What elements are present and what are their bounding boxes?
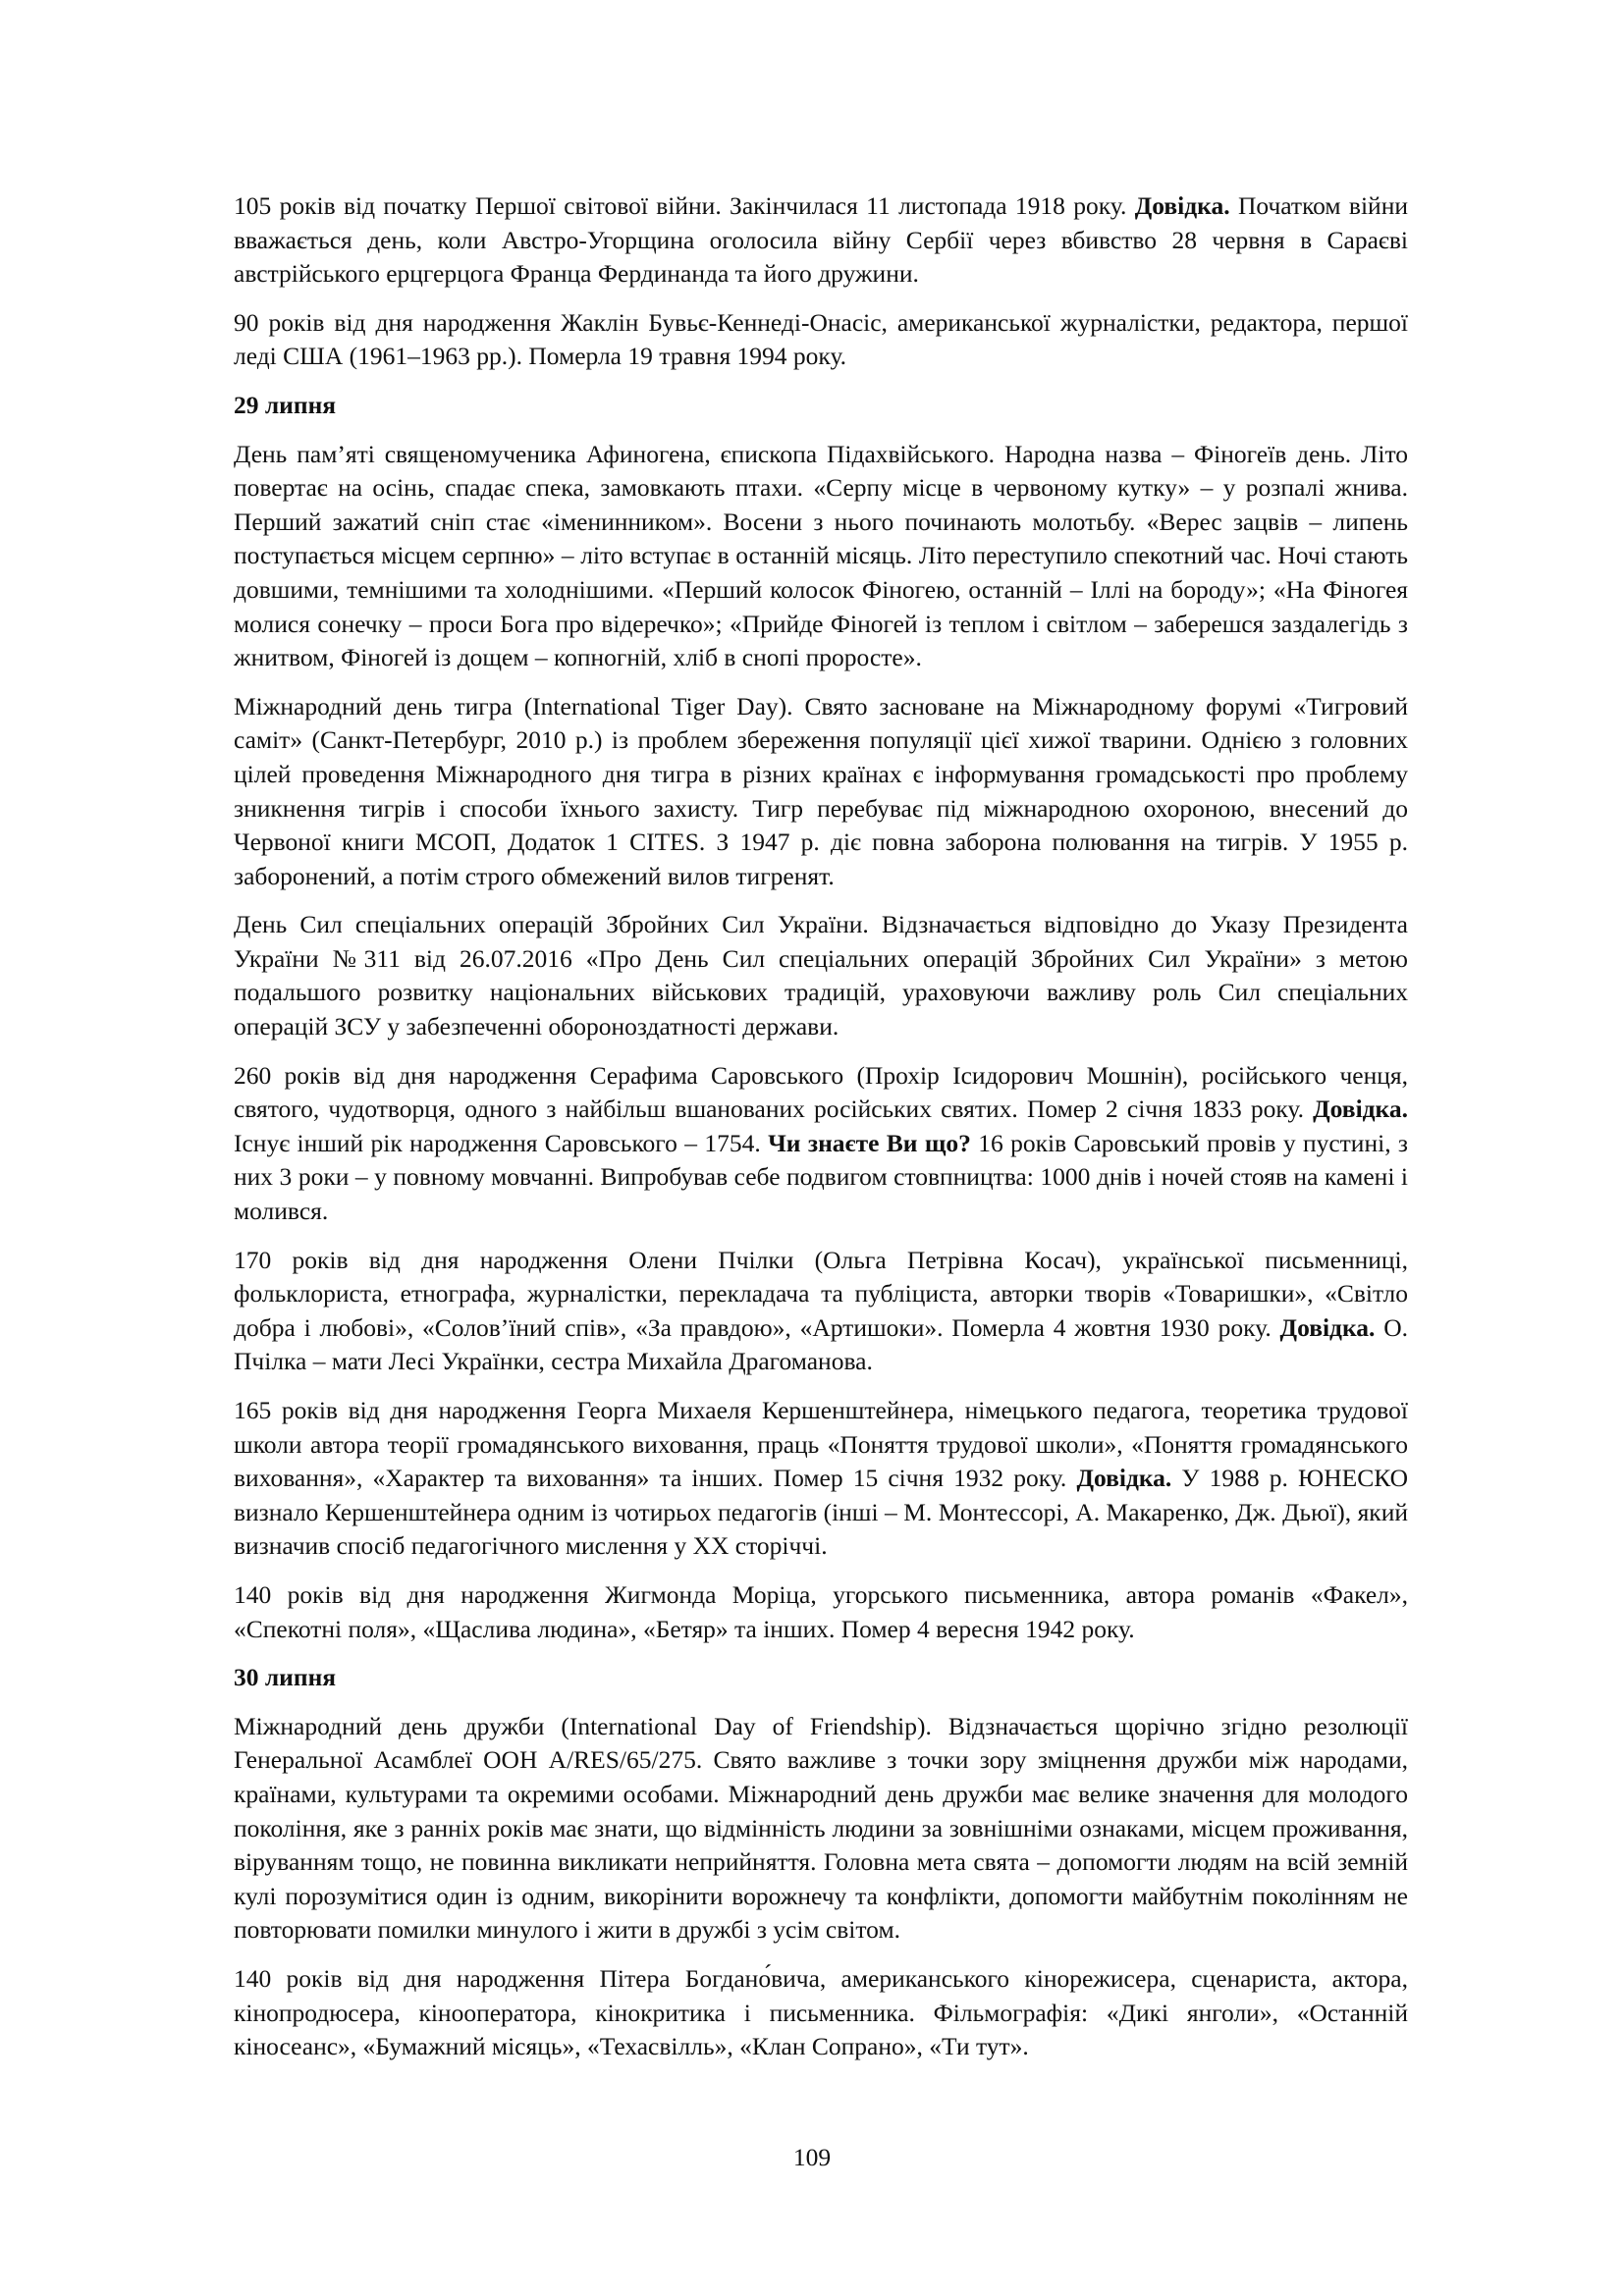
paragraph xyxy=(234,438,1408,675)
date-heading: 30 липня xyxy=(234,1663,337,1692)
text-segment: У 1988 р. ЮНЕСКО визнало Кершенштейнера одним із чотирьох педагогів (інші – М. Монтессорі, А. Макаренко, Дж. Дьюї), який визначив спосіб педагогічного мислення у XX сторіччі. xyxy=(234,1464,1408,1561)
text-segment: 105 років від початку Першої світової війни. Закінчилася 11 листопада 1918 року. xyxy=(234,191,1135,220)
bold-label: Довідка. xyxy=(1076,1464,1172,1493)
paragraph xyxy=(234,908,1408,1043)
text-segment: 90 років від дня народження Жаклін Бувьє-Кеннеді-Онасіс, американської журналістки, редактора, першої леді США (1961–1963 рр.). Померла 19 травня 1994 року. xyxy=(234,307,1408,371)
bold-label: Довідка. xyxy=(1134,191,1230,220)
text-segment: 140 років від дня народження Пітера Богдано́вича, американського кінорежисера, сценариста, актора, кінопродюсера, кінооператора, кінокритика і письменника. Фільмографія: «Дикі янголи», «Останній кіносеанс», «Бумажний місяць», «Техасвілль», «Клан Сопрано», «Ти тут». xyxy=(234,1963,1408,2061)
text-segment: О. Пчілка – мати Лесі Українки, сестра Михайла Драгоманова. xyxy=(234,1312,1408,1376)
bold-label: Довідка. xyxy=(1313,1095,1408,1124)
text-segment: Міжнародний день тигра (International Tiger Day). Свято засноване на Міжнародному форумі «Тигровий саміт» (Санкт-Петербург, 2010 р.) із проблем збереження популяції цієї хижої тварини. Однією з головних цілей проведення Міжнародного дня тигра в різних країнах є інформування громадськості про проблему зникнення тигрів і способи їхнього захисту. Тигр перебуває під міжнародною охороною, внесений до Червоної книги МСОП, Додаток 1 CITES. З 1947 р. діє повна заборона полювання на тигрів. У 1955 р. заборонений, а потім строго обмежений вилов тигренят. xyxy=(234,691,1408,890)
text-segment: День пам’яті священомученика Афиногена, єпископа Підахвійського. Народна назва – Фіногеїв день. Літо повертає на осінь, спадає спека, замовкають птахи. «Серпу місце в червоному кутку» – у розпалі жнива. Перший зажатий сніп стає «іменинником». Восени з нього починають молотьбу. «Верес зацвів – липень поступається місцем серпню» – літо вступає в останній місяць. Літо переступило спекотний час. Ночі стають довшими, темнішими та холоднішими. «Перший колосок Фіногею, останній – Іллі на бороду»; «На Фіногея молися сонечку – проси Бога про відеречко»; «Прийде Фіногей із теплом і світлом – заберешся заздалегідь з жнитвом, Фіногей із дощем – копногній, хліб в снопі проросте». xyxy=(234,439,1408,672)
paragraph xyxy=(234,189,1408,292)
date-heading: 29 липня xyxy=(234,390,337,419)
paragraph xyxy=(234,1394,1408,1564)
paragraph xyxy=(234,1710,1408,1948)
bold-label: Довідка. xyxy=(1279,1312,1376,1342)
text-segment: 16 років Саровський провів у пустині, з них 3 роки – у повному мовчанні. Випробував себе подвигом стовпництва: 1000 днів і ночей стояв на камені і молився. xyxy=(234,1128,1408,1226)
paragraph xyxy=(234,306,1408,374)
page-number: 109 xyxy=(792,2143,832,2171)
paragraph xyxy=(234,1962,1408,2064)
paragraph xyxy=(234,1578,1408,1646)
paragraph xyxy=(234,690,1408,894)
text-segment: Існує інший рік народження Саровського – 1754. xyxy=(234,1128,769,1157)
paragraph xyxy=(234,1244,1408,1379)
text-segment: Міжнародний день дружби (International Day of Friendship). Відзначається щорічно згідно резолюції Генеральної Асамблеї ООН A/RES/65/275. Свято важливе з точки зору зміцнення дружби між народами, країнами, культурами та окремими особами. Міжнародний день дружби має велике значення для молодого покоління, яке з ранніх років має знати, що відмінність людини за зовнішніми ознаками, місцем проживання, віруванням тощо, не повинна викликати неприйняття. Головна мета свята – допомогти людям на всій земній кулі порозумітися один із одним, викорінити ворожнечу та конфлікти, допомогти майбутнім поколінням не повторювати помилки минулого і жити в дружбі з усім світом. xyxy=(234,1711,1408,1945)
text-segment: 260 років від дня народження Серафима Саровського (Прохір Ісидорович Мошнін), російського ченця, святого, чудотворця, одного з найбільш вшанованих російських святих. Помер 2 січня 1833 року. xyxy=(234,1060,1408,1124)
bold-label: Чи знаєте Ви що? xyxy=(768,1128,971,1157)
text-segment: 170 років від дня народження Олени Пчілки (Ольга Петрівна Косач), української письменниці, фольклориста, етнографа, журналістки, перекладача та публіциста, авторки творів «Товаришки», «Світло добра і любові», «Солов’їний спів», «За правдою», «Артишоки». Померла 4 жовтня 1930 року. xyxy=(234,1245,1408,1342)
text-segment: 165 років від дня народження Георга Михаеля Кершенштейнера, німецького педагога, теоретика трудової школи автора теорії громадянського виховання, праць «Поняття трудової школи», «Поняття громадянського виховання», «Характер та виховання» та інших. Помер 15 січня 1932 року. xyxy=(234,1396,1408,1493)
document-page xyxy=(234,189,1408,2079)
text-segment: Початком війни вважається день, коли Австро-Угорщина оголосила війну Сербії через вбивство 28 червня в Сараєві австрійського ерцгерцога Франца Фердинанда та його дружини. xyxy=(234,191,1408,289)
text-segment: День Сил спеціальних операцій Збройних Сил України. Відзначається відповідно до Указу Президента України №311 від 26.07.2016 «Про День Сил спеціальних операцій Збройних Сил України» з метою подальшого розвитку національних військових традицій, ураховуючи важливу роль Сил спеціальних операцій ЗСУ у забезпеченні обороноздатності держави. xyxy=(234,910,1408,1041)
paragraph xyxy=(234,1059,1408,1229)
text-segment: 140 років від дня народження Жигмонда Моріца, угорського письменника, автора романів «Факел», «Спекотні поля», «Щаслива людина», «Бетяр» та інших. Помер 4 вересня 1942 року. xyxy=(234,1579,1408,1643)
